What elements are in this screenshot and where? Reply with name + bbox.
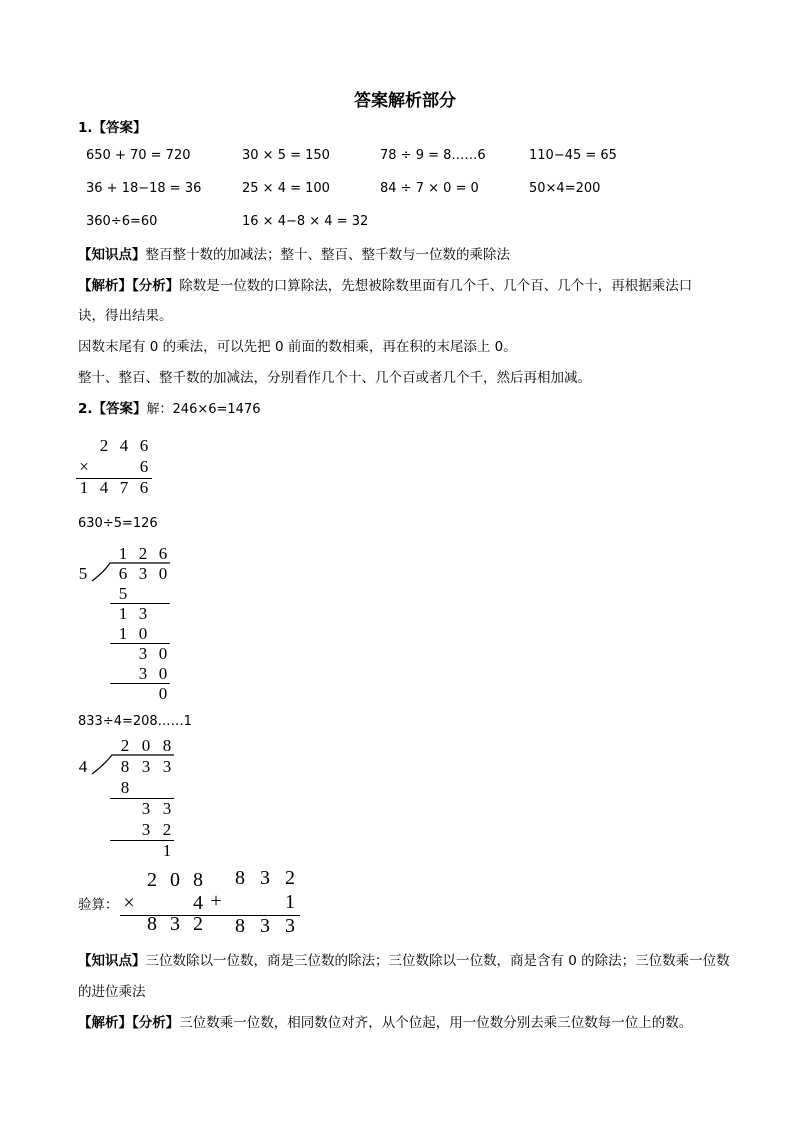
- digit: 4: [99, 478, 109, 497]
- dividend-digit: 8: [120, 757, 130, 776]
- analysis-text: 三位数乘一位数，相同数位对齐，从个位起，用一位数分别去乘三位数每一位上的数。: [179, 1015, 693, 1031]
- q1-analysis-line: 整十、整百、整千数的加减法，分别看作几个十、几个百或者几个千，然后再相加减。: [78, 370, 591, 386]
- step-digit: 1: [118, 624, 128, 643]
- q1-equation: 650 + 70 = 720: [86, 148, 191, 163]
- digit: 0: [170, 869, 180, 891]
- operator: ×: [123, 892, 135, 914]
- knowledge-text: 三位数除以一位数，商是三位数的除法；三位数除以一位数，商是含有 0 的除法；三位数乘一位数: [145, 953, 730, 969]
- step-digit: 0: [158, 684, 168, 703]
- q1-analysis-line: 诀，得出结果。: [78, 308, 173, 324]
- step-digit: 3: [141, 799, 151, 818]
- analysis-text: 除数是一位数的口算除法，先想被除数里面有几个千、几个百、几个十，再根据乘法口: [179, 278, 693, 294]
- q2-knowledge-point: [78, 952, 730, 970]
- q1-equation: 360÷6=60: [86, 214, 158, 229]
- operator: ×: [79, 457, 89, 476]
- q1-equation: 84 ÷ 7 × 0 = 0: [380, 181, 479, 196]
- dividend-digit: 0: [158, 564, 168, 583]
- q2-equation-2: 630÷5=126: [78, 516, 158, 531]
- knowledge-text: 整百整十数的加减法；整十、整百、整千数与一位数的乘除法: [145, 247, 510, 263]
- analysis-tag: 【解析】【分析】: [78, 1015, 180, 1031]
- digit: 7: [119, 478, 129, 497]
- check-label: 验算：: [78, 897, 119, 913]
- quotient-digit: 2: [120, 736, 130, 755]
- q1-equation: 16 × 4−8 × 4 = 32: [242, 214, 369, 229]
- q2-equation-3: 833÷4=208……1: [78, 714, 192, 729]
- digit: 4: [119, 436, 129, 455]
- q1-equation: 50×4=200: [529, 181, 601, 196]
- digit: 3: [260, 867, 270, 889]
- step-digit: 0: [138, 624, 148, 643]
- digit: 8: [235, 915, 245, 937]
- divisor: 4: [78, 757, 88, 776]
- q1-analysis-line: 因数末尾有 0 的乘法，可以先把 0 前面的数相乘，再在积的末尾添上 0。: [78, 339, 517, 355]
- quotient-digit: 1: [118, 544, 128, 563]
- step-digit: 3: [162, 799, 172, 818]
- q1-equation: 25 × 4 = 100: [242, 181, 330, 196]
- step-digit: 5: [118, 584, 128, 603]
- dividend-digit: 3: [162, 757, 172, 776]
- step-digit: 2: [162, 820, 172, 839]
- digit: 3: [170, 913, 180, 935]
- q1-equation: 78 ÷ 9 = 8……6: [380, 148, 486, 163]
- digit: 6: [139, 436, 149, 455]
- q1-equation: 30 × 5 = 150: [242, 148, 330, 163]
- q2-answer-label: 2.【答案】: [78, 401, 147, 417]
- quotient-digit: 2: [138, 544, 148, 563]
- divisor: 5: [78, 564, 88, 583]
- quotient-digit: 0: [141, 736, 151, 755]
- q1-answer-label: 1.【答案】: [78, 120, 147, 136]
- step-digit: 1: [162, 841, 172, 860]
- step-digit: 0: [158, 664, 168, 683]
- dividend-digit: 3: [141, 757, 151, 776]
- step-digit: 3: [138, 644, 148, 663]
- step-digit: 0: [158, 644, 168, 663]
- digit: 8: [193, 869, 203, 891]
- digit: 1: [79, 478, 89, 497]
- q2-answer-line: [78, 400, 261, 419]
- page-title: 答案解析部分: [354, 91, 456, 111]
- digit: 6: [139, 457, 149, 476]
- digit: 8: [147, 913, 157, 935]
- q2-knowledge-line: 的进位乘法: [78, 984, 146, 1000]
- digit: 4: [193, 892, 203, 914]
- knowledge-tag: 【知识点】: [78, 953, 146, 969]
- step-digit: 3: [138, 664, 148, 683]
- analysis-tag: 【解析】【分析】: [78, 278, 180, 294]
- knowledge-tag: 【知识点】: [78, 247, 146, 263]
- step-digit: 8: [120, 778, 130, 797]
- digit: 1: [285, 891, 295, 913]
- q2-solution: 解：246×6=1476: [146, 402, 261, 417]
- digit: 3: [285, 915, 295, 937]
- quotient-digit: 6: [158, 544, 168, 563]
- step-digit: 1: [118, 604, 128, 623]
- q1-equation: 36 + 18−18 = 36: [86, 181, 202, 196]
- step-digit: 3: [141, 820, 151, 839]
- q1-knowledge-point: [78, 246, 510, 264]
- q1-analysis-line: [78, 277, 692, 295]
- digit: 2: [99, 436, 109, 455]
- dividend-digit: 6: [118, 564, 128, 583]
- quotient-digit: 8: [162, 736, 172, 755]
- q1-equation: 110−45 = 65: [529, 148, 617, 163]
- digit: 3: [260, 915, 270, 937]
- dividend-digit: 3: [138, 564, 148, 583]
- operator: +: [210, 890, 222, 912]
- step-digit: 3: [138, 604, 148, 623]
- digit: 2: [147, 869, 157, 891]
- digit: 6: [139, 478, 149, 497]
- digit: 2: [285, 867, 295, 889]
- q2-analysis: [78, 1014, 692, 1032]
- digit: 8: [235, 867, 245, 889]
- digit: 2: [193, 913, 203, 935]
